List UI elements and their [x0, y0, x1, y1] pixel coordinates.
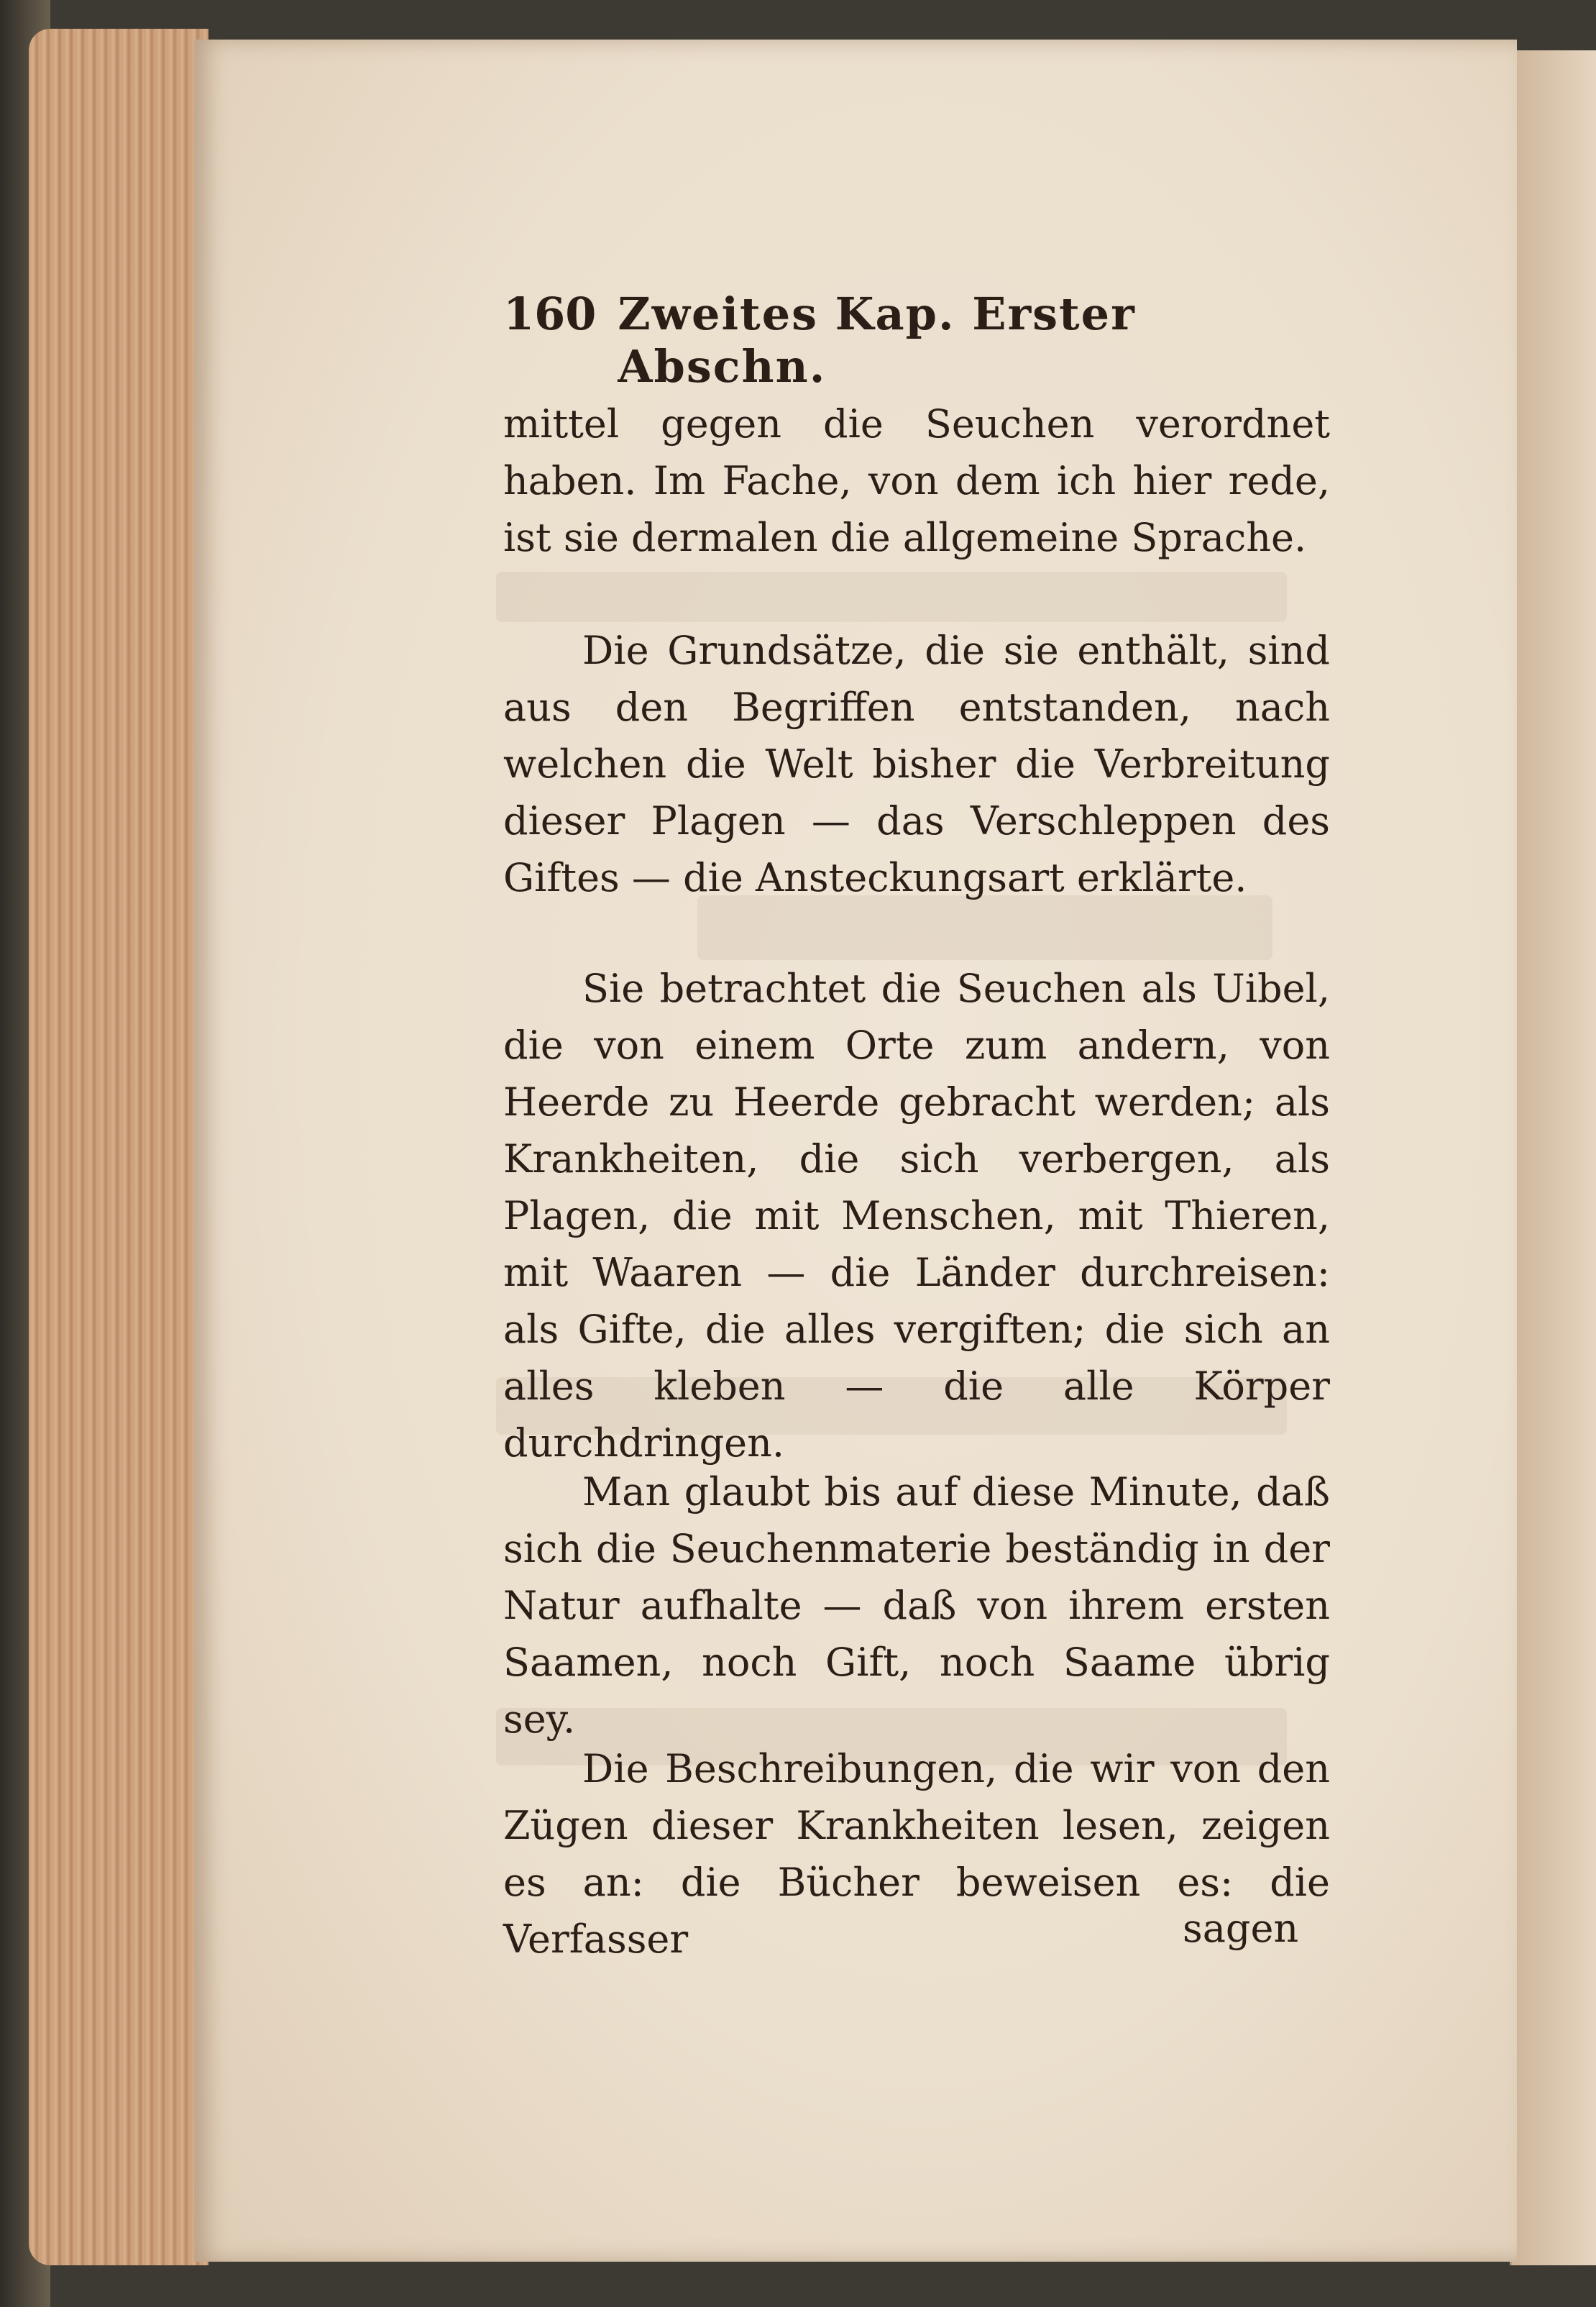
paragraph-5: Die Beschreibungen, die wir von den Zügen dieser Krankheiten lesen, zeigen es an: die Bücher beweisen es: die Verfasser — [503, 1746, 1330, 1962]
paragraph-3: Sie betrachtet die Seuchen als Uibel, die von einem Orte zum andern, von Heerde zu Heerde gebracht werden; als Krankheiten, die sich verbergen, als Plagen, die mit Menschen, mit Thieren, mit Waaren — die Länder durchreisen: als Gifte, die alles vergiften; die sich an alles kleben — die alle Körper durchdringen. — [503, 966, 1330, 1466]
page-number: 160 — [503, 288, 597, 340]
running-head-title: Zweites Kap. Erster Abschn. — [618, 288, 1136, 393]
paragraph-2: Die Grundsätze, die sie enthält, sind aus den Begriffen entstanden, nach welchen die Welt bisher die Verbreitung dieser Plagen — das Verschleppen des Giftes — die Ansteckungsart erklärte. — [503, 628, 1330, 900]
paragraph-1: mittel gegen die Seuchen verordnet haben. Im Fache, von dem ich hier rede, ist sie dermalen die allgemeine Sprache. — [503, 401, 1330, 560]
running-header — [503, 288, 1330, 393]
page-edges — [29, 29, 208, 2265]
catchword: sagen — [1183, 1906, 1299, 1951]
bleed-through-shadow — [496, 572, 1287, 622]
paragraph-4: Man glaubt bis auf diese Minute, daß sich die Seuchenmaterie beständig in der Natur aufhalte — daß von ihrem ersten Saamen, noch Gift, noch Saame übrig sey. — [503, 1469, 1330, 1742]
facing-page-edge — [1510, 50, 1596, 2265]
